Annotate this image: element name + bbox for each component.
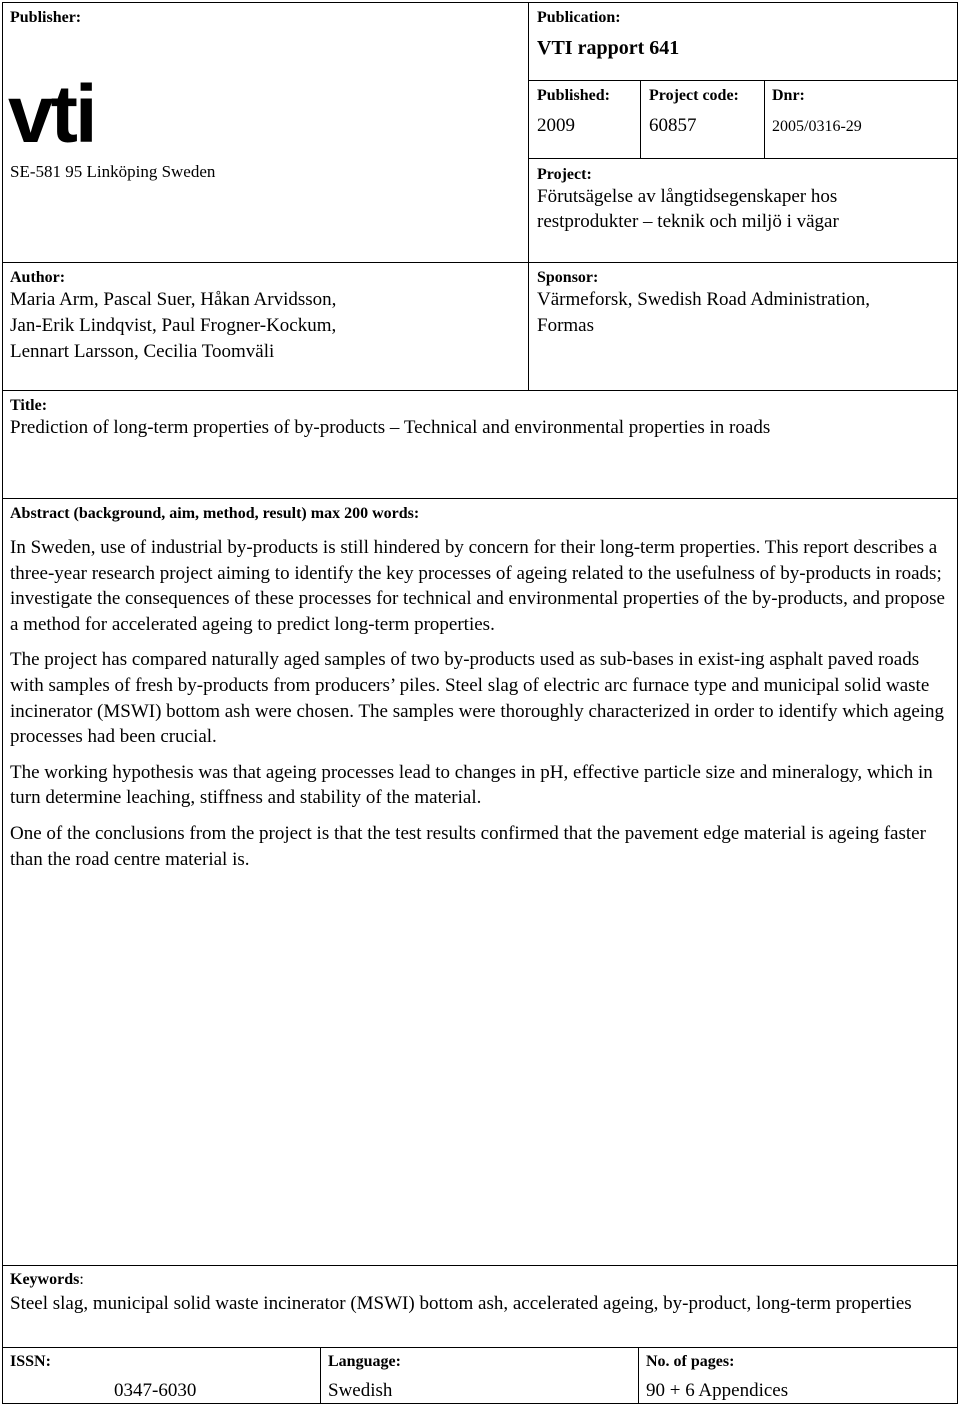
publisher-address: SE-581 95 Linköping Sweden xyxy=(10,162,216,181)
abstract-paragraph: The project has compared naturally aged samples of two by-products used as sub-bases in exist-ing asphalt paved roads with samples of fresh by-products from producers’ piles. Steel slag of electric arc furnace type and municipal solid waste incinerator (MSWI) bottom ash were chosen. The samples were thoroughly characterized in order to identify which ageing processes had been crucial. xyxy=(10,649,945,748)
divider-language-pages xyxy=(638,1347,639,1404)
divider-author xyxy=(2,262,958,263)
dnr-label: Dnr: xyxy=(772,87,805,104)
issn-value: 0347-6030 xyxy=(114,1380,197,1401)
title-value: Prediction of long-term properties of by-products – Technical and environmental properties in roads xyxy=(10,417,771,438)
divider-published-code xyxy=(640,80,641,158)
author-label: Author: xyxy=(10,269,66,286)
issn-label: ISSN: xyxy=(10,1353,51,1370)
abstract-label: Abstract (background, aim, method, result) max 200 words: xyxy=(10,505,420,522)
language-value: Swedish xyxy=(328,1380,393,1401)
author-line-1: Maria Arm, Pascal Suer, Håkan Arvidsson, xyxy=(10,289,337,310)
abstract-paragraph: In Sweden, use of industrial by-products is still hindered by concern for their long-term properties. This report describes a three-year research project aiming to identify the key processes of ageing related to the usefulness of by-products in roads; investigate the consequences of these processes for technical and environmental properties of the by-products, and propose a method for accelerated ageing to predict long-term properties. xyxy=(10,537,945,635)
keywords-value: Steel slag, municipal solid waste incinerator (MSWI) bottom ash, accelerated ageing, by-product, long-term properties xyxy=(10,1293,912,1314)
project-code-label: Project code: xyxy=(649,87,739,104)
divider-bottom-row xyxy=(2,1347,958,1348)
abstract-paragraph: The working hypothesis was that ageing processes lead to changes in pH, effective particle size and mineralogy, which in turn determine leaching, stiffness and stability of the material. xyxy=(10,761,933,809)
keywords-label-colon: : xyxy=(79,1271,84,1288)
publication-value: VTI rapport 641 xyxy=(537,37,680,59)
keywords-label xyxy=(10,1270,84,1290)
divider-code-dnr xyxy=(764,80,765,158)
publisher-label: Publisher: xyxy=(10,9,82,26)
divider-abstract xyxy=(2,498,958,499)
vti-logo: vti xyxy=(8,69,95,160)
keywords-label-text: Keywords xyxy=(10,1271,80,1288)
publication-label: Publication: xyxy=(537,9,621,26)
divider-publication xyxy=(528,80,958,81)
pages-label: No. of pages: xyxy=(646,1353,735,1370)
sponsor-line-1: Värmeforsk, Swedish Road Administration, xyxy=(537,289,870,310)
pages-value: 90 + 6 Appendices xyxy=(646,1380,789,1401)
dnr-value: 2005/0316-29 xyxy=(772,118,862,135)
author-line-2: Jan-Erik Lindqvist, Paul Frogner-Kockum, xyxy=(10,315,337,336)
language-label: Language: xyxy=(328,1353,401,1370)
sponsor-line-2: Formas xyxy=(537,315,594,336)
abstract-paragraph: One of the conclusions from the project is that the test results confirmed that the pavement edge material is ageing faster than the road centre material is. xyxy=(10,822,926,870)
sponsor-label: Sponsor: xyxy=(537,269,599,286)
project-code-value: 60857 xyxy=(649,115,697,136)
abstract-body xyxy=(10,535,950,882)
project-line-2: restprodukter – teknik och miljö i vägar xyxy=(537,211,839,232)
published-label: Published: xyxy=(537,87,610,104)
author-line-3: Lennart Larsson, Cecilia Toomväli xyxy=(10,341,275,362)
divider-issn-language xyxy=(320,1347,321,1404)
published-value: 2009 xyxy=(537,115,575,136)
divider-vertical-top xyxy=(528,2,529,390)
divider-meta xyxy=(528,158,958,159)
title-label: Title: xyxy=(10,397,48,414)
divider-keywords xyxy=(2,1265,958,1266)
project-line-1: Förutsägelse av långtidsegenskaper hos xyxy=(537,186,838,207)
project-label: Project: xyxy=(537,166,592,183)
divider-title xyxy=(2,390,958,391)
